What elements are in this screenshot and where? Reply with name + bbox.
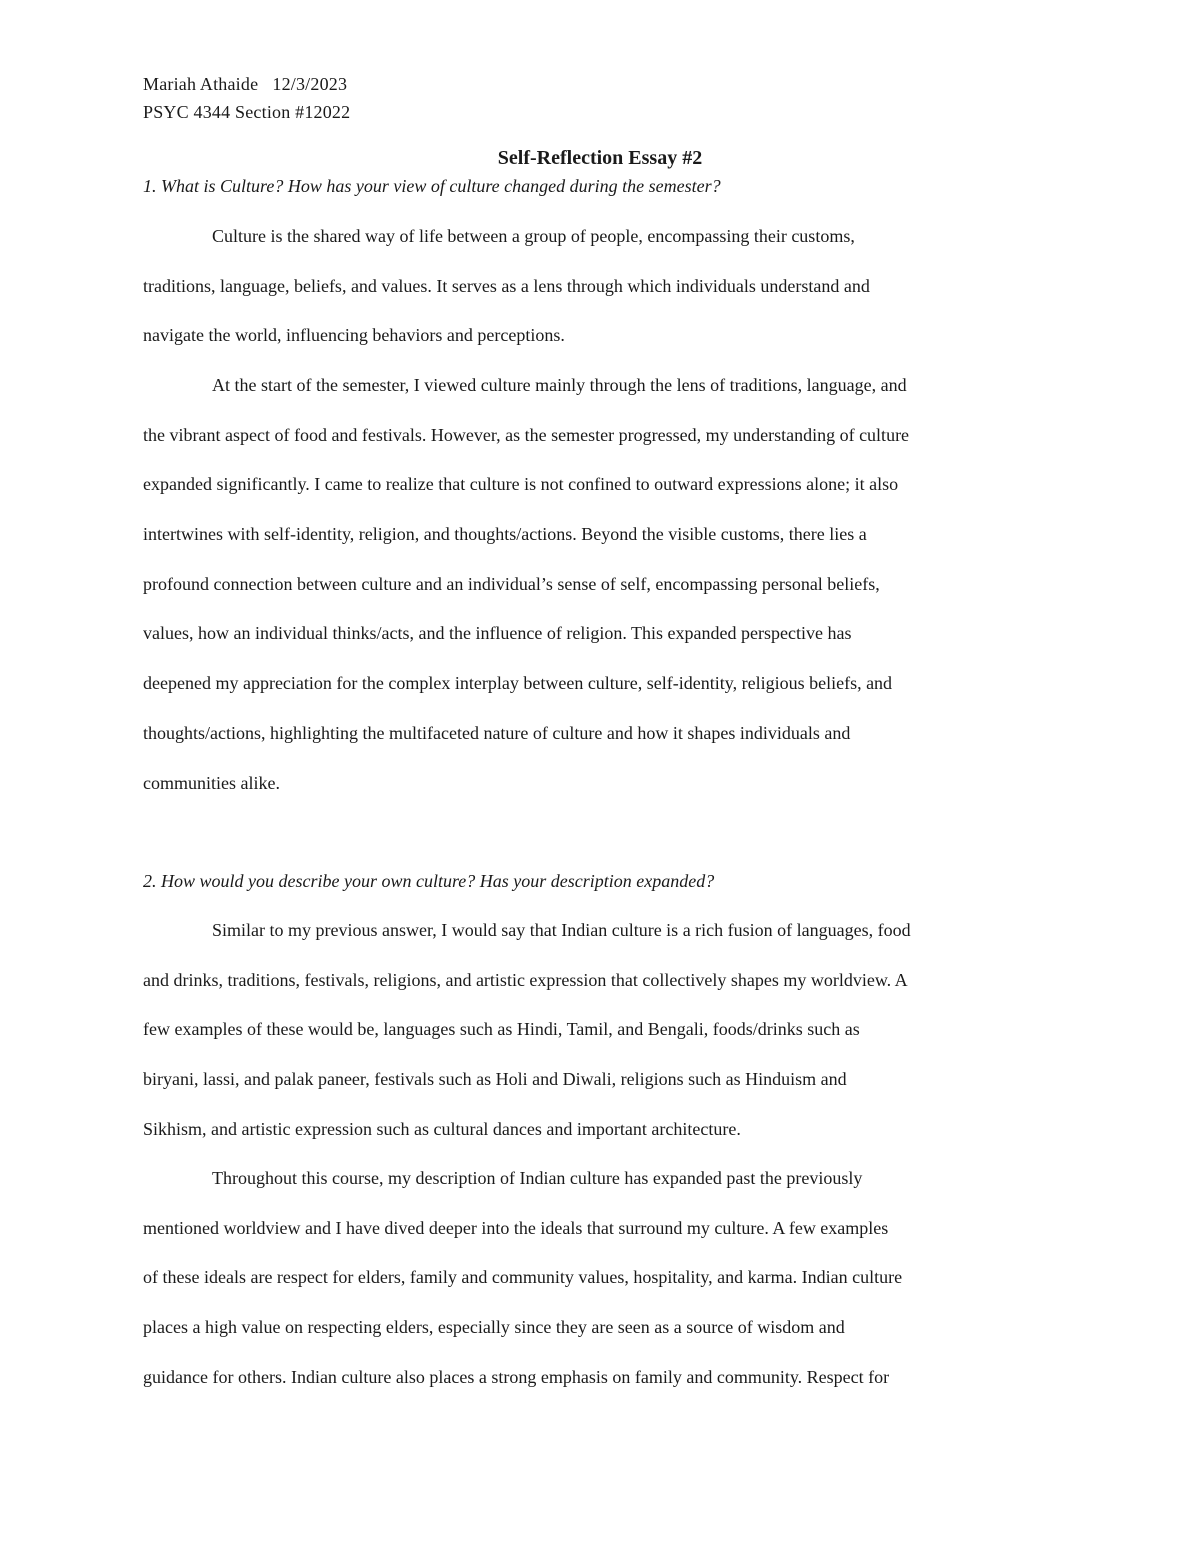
author-date-line: Mariah Athaide 12/3/2023 <box>143 74 348 94</box>
q1-paragraph-2 <box>143 373 1063 820</box>
paragraph-line: deepened my appreciation for the complex interplay between culture, self-identity, religious beliefs, and <box>143 673 893 694</box>
paragraph-line: intertwines with self-identity, religion, and thoughts/actions. Beyond the visible customs, there lies a <box>143 524 867 545</box>
paragraph-line: Similar to my previous answer, I would say that Indian culture is a rich fusion of languages, food <box>212 920 911 940</box>
essay-title: Self-Reflection Essay #2 <box>497 147 703 169</box>
paragraph-line: Culture is the shared way of life between a group of people, encompassing their customs, <box>212 226 855 246</box>
paragraph-line: guidance for others. Indian culture also places a strong emphasis on family and community. Respect for <box>143 1366 890 1387</box>
paragraph-line: of these ideals are respect for elders, family and community values, hospitality, and karma. Indian culture <box>143 1267 903 1288</box>
question-2: 2. How would you describe your own culture? Has your description expanded? <box>143 871 715 891</box>
paragraph-line: values, how an individual thinks/acts, and the influence of religion. This expanded perspective has <box>143 623 852 644</box>
paragraph-line: few examples of these would be, languages such as Hindi, Tamil, and Bengali, foods/drinks such as <box>143 1019 860 1040</box>
paragraph-line: profound connection between culture and an individual’s sense of self, encompassing personal beliefs, <box>143 573 880 594</box>
paragraph-line: Sikhism, and artistic expression such as cultural dances and important architecture. <box>143 1118 741 1139</box>
paragraph-line: places a high value on respecting elders, especially since they are seen as a source of wisdom and <box>143 1317 845 1338</box>
course-section-line: PSYC 4344 Section #12022 <box>143 102 351 122</box>
paragraph-line: traditions, language, beliefs, and values. It serves as a lens through which individuals understand and <box>143 275 870 296</box>
paragraph-line: thoughts/actions, highlighting the multifaceted nature of culture and how it shapes individuals and <box>143 722 851 743</box>
paragraph-line: At the start of the semester, I viewed culture mainly through the lens of traditions, language, and <box>212 375 907 395</box>
q2-paragraph-2 <box>143 1166 1063 1414</box>
paragraph-line: biryani, lassi, and palak paneer, festivals such as Holi and Diwali, religions such as Hinduism and <box>143 1069 847 1090</box>
paragraph-line: mentioned worldview and I have dived deeper into the ideals that surround my culture. A few examples <box>143 1217 889 1238</box>
q2-paragraph-1 <box>143 918 1063 1166</box>
paragraph-line: communities alike. <box>143 772 280 793</box>
q1-paragraph-1 <box>143 224 1063 373</box>
paragraph-line: the vibrant aspect of food and festivals. However, as the semester progressed, my understanding of culture <box>143 424 910 445</box>
question-1: 1. What is Culture? How has your view of culture changed during the semester? <box>143 176 721 196</box>
paragraph-line: navigate the world, influencing behaviors and perceptions. <box>143 325 565 346</box>
paragraph-line: expanded significantly. I came to realize that culture is not confined to outward expressions alone; it also <box>143 474 899 495</box>
paragraph-line: and drinks, traditions, festivals, religions, and artistic expression that collectively shapes my worldview. A <box>143 969 908 990</box>
paragraph-line: Throughout this course, my description of Indian culture has expanded past the previously <box>212 1168 863 1188</box>
